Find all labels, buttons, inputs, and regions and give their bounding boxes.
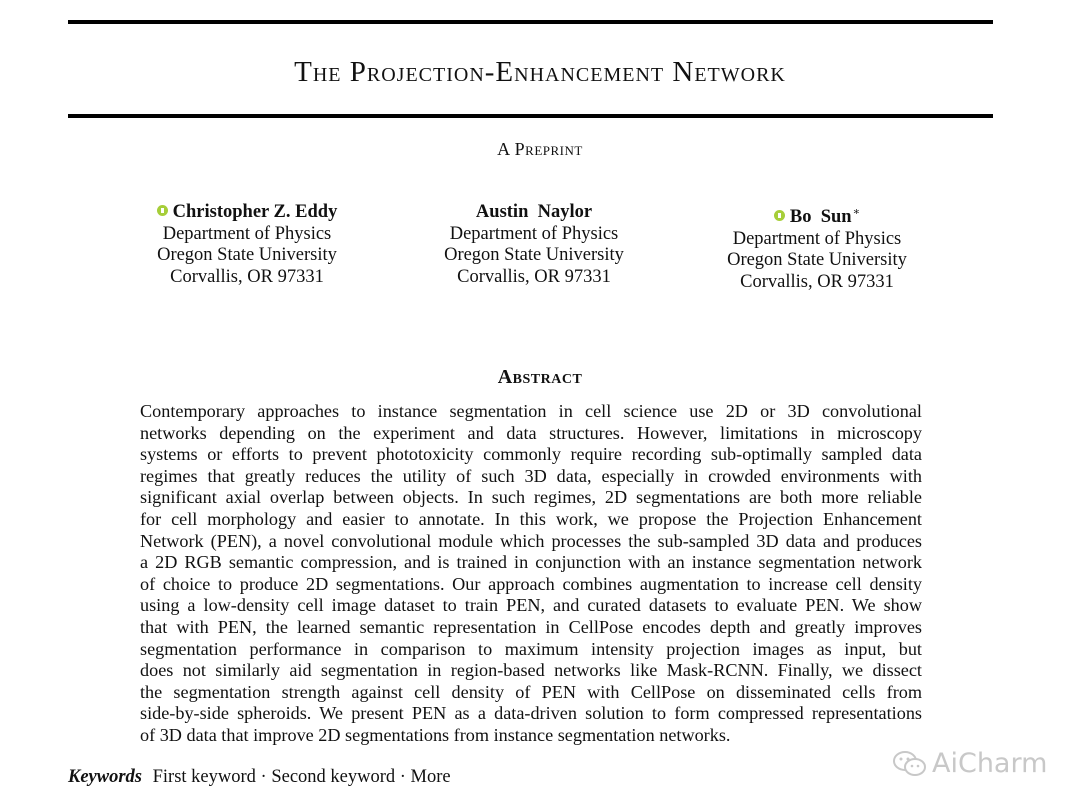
- abstract-line: networks depending on the experiment and data structures. However, limitations in microscopy: [140, 422, 922, 443]
- author-name: Christopher Z. Eddy: [172, 202, 338, 222]
- abstract-line: for cell morphology and easier to annotate. In this work, we propose the Projection Enhancement: [140, 508, 922, 529]
- orcid-icon[interactable]: [157, 205, 168, 216]
- abstract-line: Contemporary approaches to instance segmentation in cell science use 2D or 3D convolutional: [140, 401, 922, 421]
- title-bottom-rule: [68, 114, 993, 118]
- abstract-line: side-by-side spheroids. We present PEN as a data-driven solution to form compressed representations: [140, 703, 922, 724]
- abstract-line: significant axial overlap between objects. In such regimes, 2D segmentations are both more reliable: [140, 487, 922, 508]
- watermark-text: AiCharm: [932, 748, 1048, 779]
- author-department: Department of Physics: [449, 223, 619, 244]
- author-department: Department of Physics: [732, 228, 902, 249]
- paper-subtitle: A Preprint: [497, 139, 583, 159]
- abstract-line: a 2D RGB semantic compression, and is trained in conjunction with an instance segmentation network: [140, 552, 922, 573]
- abstract-line: of 3D data that improve 2D segmentations from instance segmentation networks.: [140, 724, 731, 745]
- orcid-icon[interactable]: [774, 210, 785, 221]
- abstract-line: segmentation performance in comparison to maximum intensity projection images as input, but: [140, 638, 922, 659]
- abstract-line: that with PEN, the learned semantic representation in CellPose encodes depth and greatly improves: [140, 616, 922, 637]
- author-university: Oregon State University: [157, 245, 337, 265]
- paper-title: The Projection-Enhancement Network: [294, 56, 786, 88]
- keywords-label: Keywords: [68, 767, 142, 787]
- author-address: Corvallis, OR 97331: [457, 266, 611, 287]
- author-department: Department of Physics: [162, 223, 332, 244]
- keywords-line: [68, 767, 451, 788]
- watermark: [892, 748, 1047, 779]
- author-university: Oregon State University: [727, 250, 907, 270]
- author-block-2: [384, 202, 684, 288]
- author-university: Oregon State University: [444, 245, 624, 265]
- abstract-heading: Abstract: [497, 366, 583, 388]
- footnote-mark[interactable]: ∗: [852, 206, 861, 218]
- wechat-icon: [892, 749, 928, 779]
- title-top-rule: [68, 20, 993, 24]
- abstract-line: Network (PEN), a novel convolutional module which processes the sub-sampled 3D data and produces: [140, 530, 922, 551]
- author-name: Austin Naylor: [475, 202, 593, 222]
- author-block-3: [667, 202, 967, 293]
- abstract-line: the segmentation strength against cell density of PEN with CellPose on disseminated cells from: [140, 681, 922, 702]
- abstract-line: using a low-density cell image dataset to train PEN, and curated datasets to evaluate PEN. We show: [140, 595, 922, 616]
- author-address: Corvallis, OR 97331: [170, 266, 324, 287]
- keywords-text: First keyword · Second keyword · More: [152, 767, 451, 787]
- abstract-body: [140, 401, 922, 747]
- author-address: Corvallis, OR 97331: [740, 271, 894, 292]
- author-block-1: [97, 202, 397, 288]
- abstract-line: does not similarly aid segmentation in region-based networks like Mask-RCNN. Finally, we dissect: [140, 660, 922, 681]
- author-name: Bo Sun: [789, 207, 852, 227]
- abstract-line: systems or efforts to prevent phototoxicity commonly require recording sub-optimally sampled data: [140, 444, 922, 465]
- abstract-line: of choice to produce 2D segmentations. Our approach combines augmentation to increase cell density: [140, 573, 922, 594]
- abstract-line: regimes that greatly reduces the utility of such 3D data, especially in crowded environments with: [140, 465, 922, 486]
